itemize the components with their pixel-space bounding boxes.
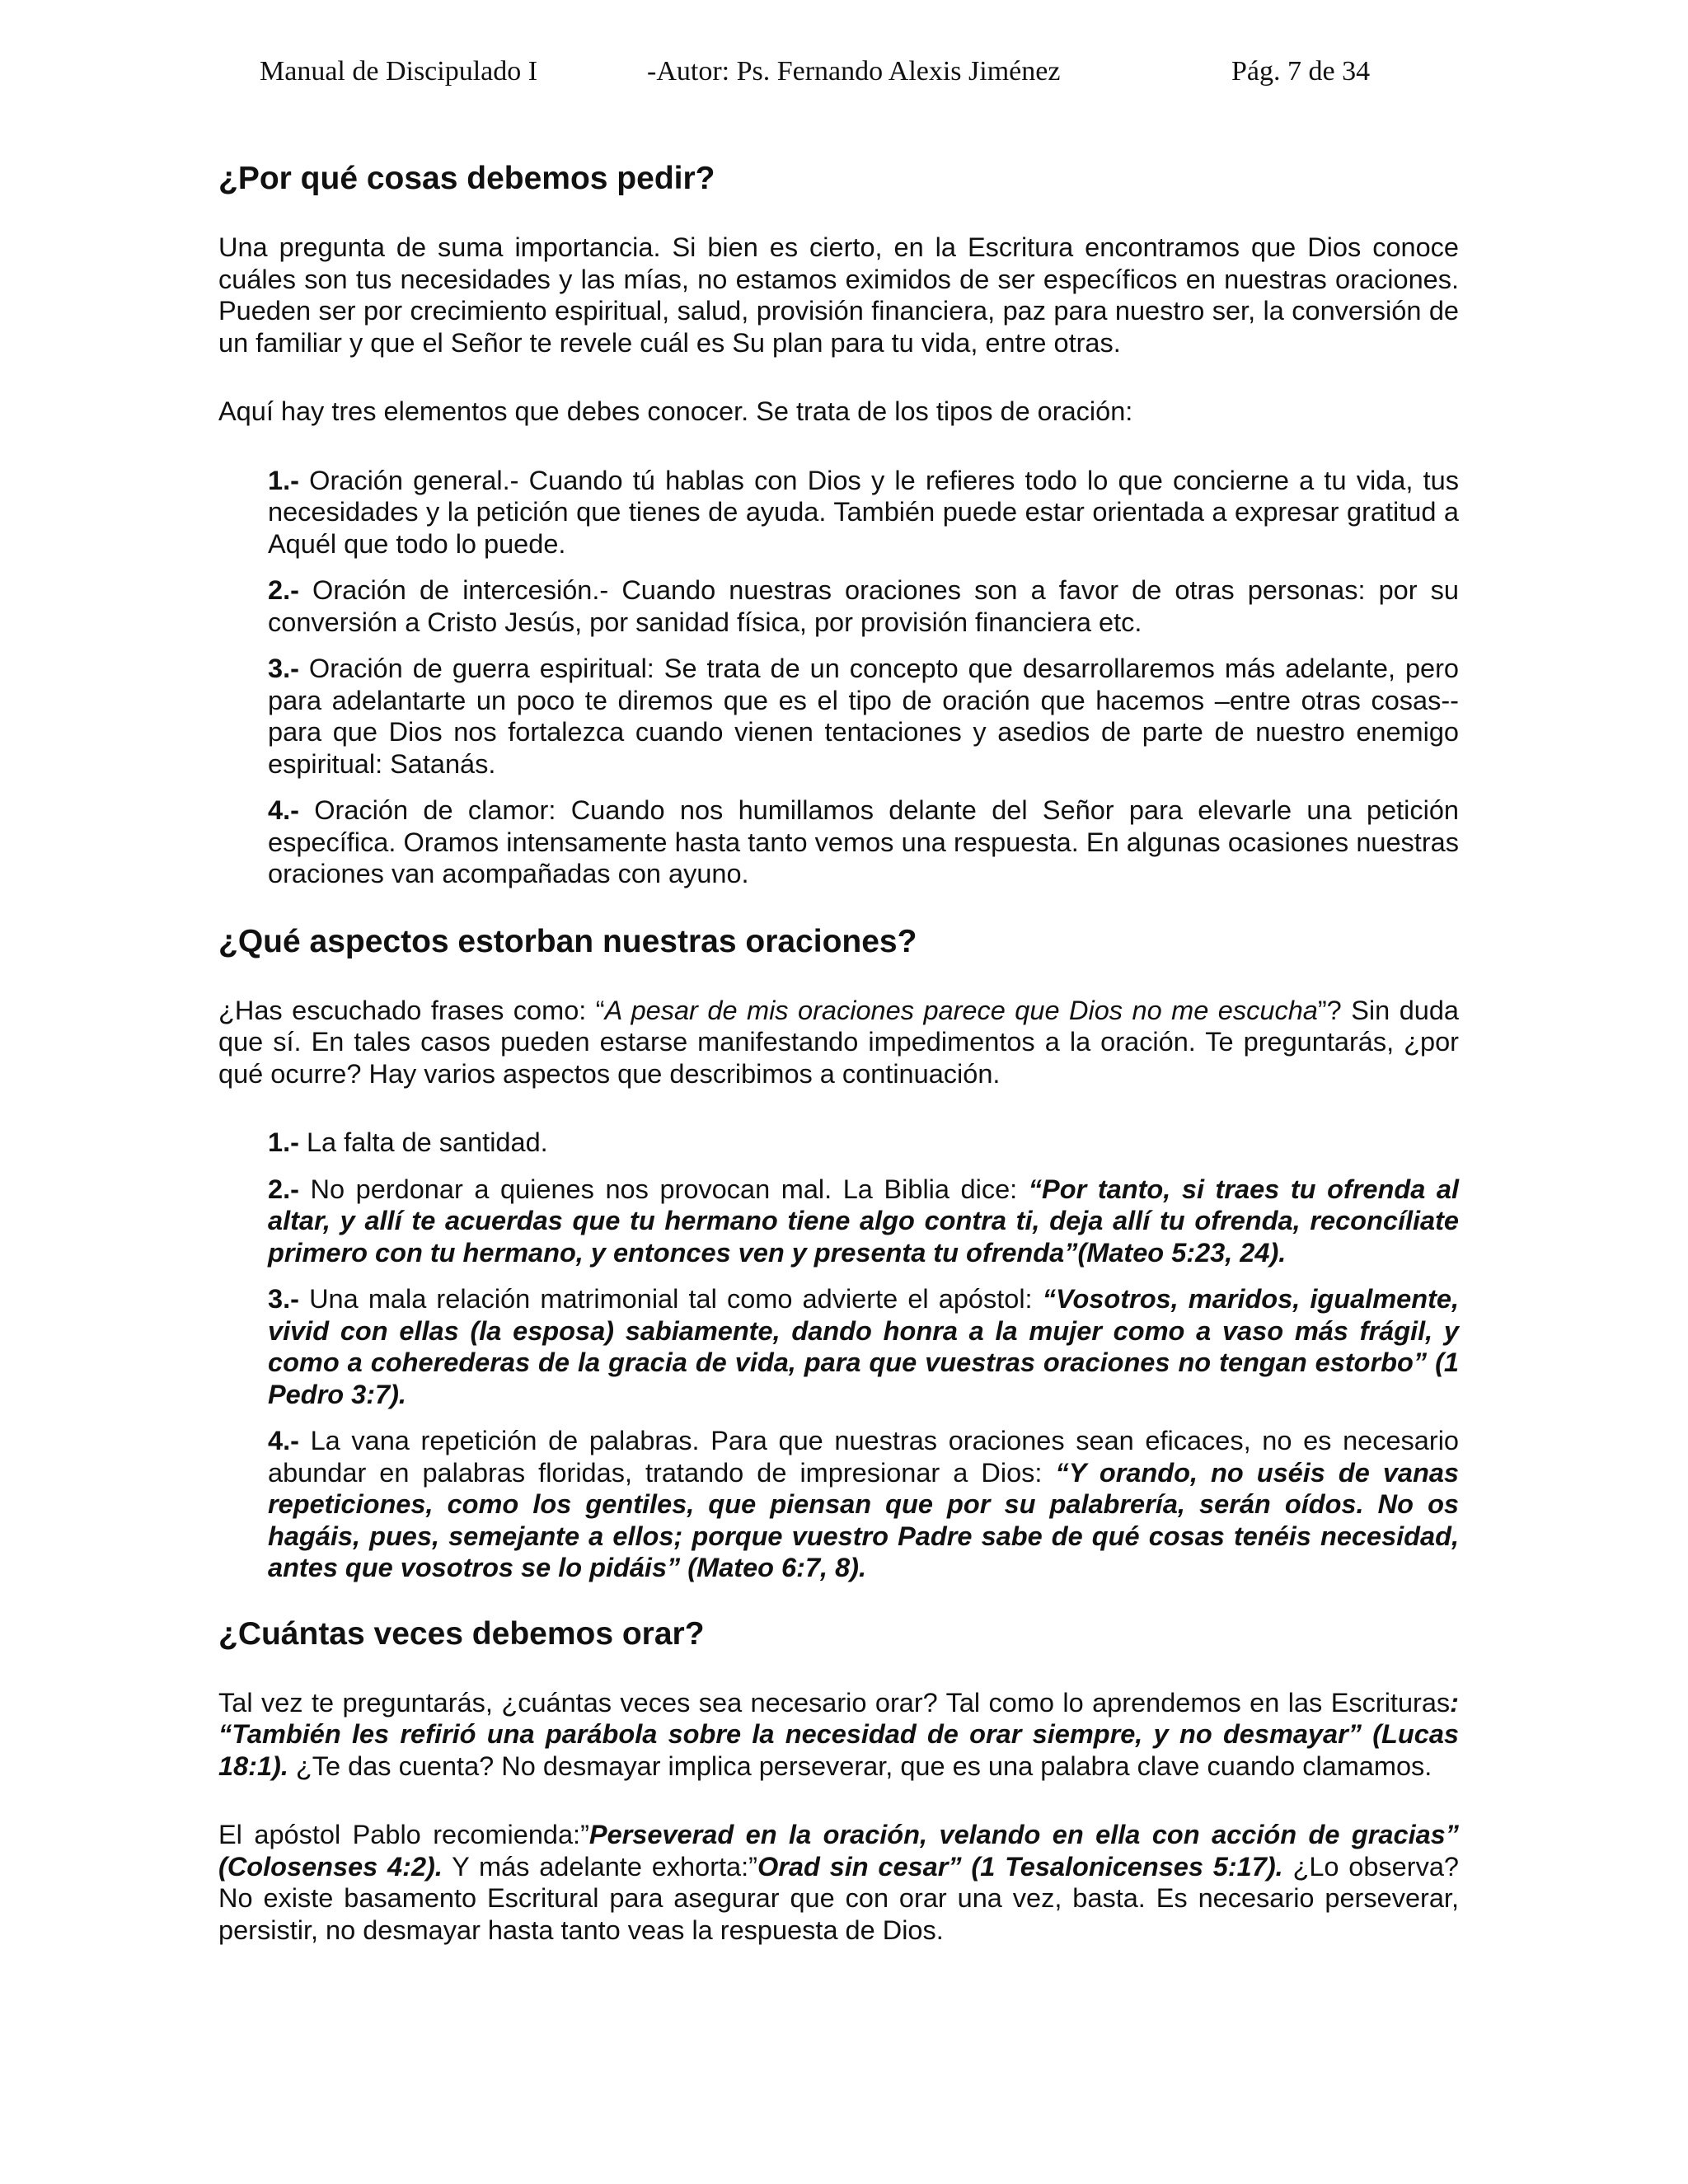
list-item: [268, 1174, 1459, 1269]
paragraph: [218, 1819, 1459, 1946]
list-item: [268, 465, 1459, 560]
section-heading-estorbos: ¿Qué aspectos estorban nuestras oraciones?: [218, 923, 917, 959]
text-run: El apóstol Pablo recomienda:”: [218, 1820, 589, 1849]
text-run: ¿Lo observa? No existe basamento Escritural para asegurar que con orar una vez, basta. Es necesario perseverar, persistir, no desmayar hasta tanto veas la respuesta de Dios.: [218, 1851, 1459, 1945]
scripture-quote: “Y orando, no uséis de vanas repeticiones, como los gentiles, que piensan que por su palabrería, serán oídos. No os hagáis, pues, semejante a ellos; porque vuestro Padre sabe de qué cosas tenéis necesidad, antes que vosotros se lo pidáis” (Mateo 6:7, 8).: [268, 1457, 1460, 1582]
header-page-number: Pág. 7 de 34: [1231, 56, 1371, 87]
page-header: [0, 56, 1688, 97]
text-run: ”? Sin duda que sí. En tales casos pueden estarse manifestando impedimentos a la oración. Te preguntarás, ¿por qué ocurre? Hay varios aspectos que describimos a continuación.: [218, 995, 1459, 1089]
text-run: Y más adelante exhorta:”: [442, 1851, 757, 1882]
paragraph: Una pregunta de suma importancia. Si bien es cierto, en la Escritura encontramos que Dios conoce cuáles son tus necesidades y las mías, no estamos eximidos de ser específicos en nuestras oraciones. Pueden ser por crecimiento espiritual, salud, provisión financiera, paz para nuestro ser, la conversión de un familiar y que el Señor te revele cuál es Su plan para tu vida, entre otras.: [218, 232, 1459, 358]
scripture-quote: “Vosotros, maridos, igualmente, vivid con ellas (la esposa) sabiamente, dando honra a la mujer como a vaso más frágil, y como a coherederas de la gracia de vida, para que vuestras oraciones no tengan estorbo” (1 Pedro 3:7).: [268, 1284, 1459, 1409]
italic-quote: A pesar de mis oraciones parece que Dios no me escucha: [604, 995, 1318, 1025]
list-item: [268, 794, 1459, 890]
item-number: 1.-: [268, 1127, 299, 1157]
list-item: [268, 1127, 1459, 1159]
text-run: ¿Te das cuenta? No desmayar implica perseverar, que es una palabra clave cuando clamamos.: [288, 1750, 1432, 1781]
item-text: La vana repetición de palabras. Para que nuestras oraciones sean eficaces, no es necesario abundar en palabras floridas, tratando de impresionar a Dios:: [268, 1426, 1459, 1488]
list-item: [268, 574, 1459, 638]
item-text: Oración general.- Cuando tú hablas con Dios y le refieres todo lo que concierne a tu vida, tus necesidades y la petición que tienes de ayuda. También puede estar orientada a expresar gratitud a Aquél que todo lo puede.: [268, 465, 1459, 559]
item-number: 3.-: [268, 1284, 299, 1314]
item-text: Oración de guerra espiritual: Se trata de un concepto que desarrollaremos más adelante, pero para adelantarte un poco te diremos que es el tipo de oración que hacemos –entre otras cosas-- para que Dios nos fortalezca cuando vienen tentaciones y asedios de parte de nuestro enemigo espiritual: Satanás.: [268, 654, 1459, 779]
list-item: [268, 1425, 1459, 1584]
paragraph: [218, 1687, 1459, 1783]
scripture-quote: “Por tanto, si traes tu ofrenda al altar, y allí te acuerdas que tu hermano tiene algo contra ti, deja allí tu ofrenda, reconcíliate primero con tu hermano, y entonces ven y presenta tu ofrenda”(Mateo 5:23, 24).: [268, 1174, 1459, 1268]
text-run: ¿Has escuchado frases como: “: [218, 995, 605, 1025]
section-heading-que-pedir: ¿Por qué cosas debemos pedir?: [218, 161, 715, 196]
scripture-quote: Orad sin cesar” (1 Tesalonicenses 5:17).: [757, 1851, 1283, 1882]
item-number: 4.-: [268, 795, 299, 825]
item-number: 1.-: [268, 465, 299, 495]
paragraph: [218, 995, 1459, 1090]
item-number: 4.-: [268, 1426, 299, 1455]
paragraph: Aquí hay tres elementos que debes conocer. Se trata de los tipos de oración:: [218, 396, 1133, 426]
text-run: Tal vez te preguntarás, ¿cuántas veces sea necesario orar? Tal como lo aprendemos en las Escrituras: [218, 1687, 1451, 1718]
item-text: La falta de santidad.: [298, 1127, 548, 1157]
page-content: [218, 157, 1459, 1946]
item-number: 2.-: [268, 1174, 299, 1204]
hindrances-list: [218, 1127, 1459, 1584]
item-text: Una mala relación matrimonial tal como advierte el apóstol:: [298, 1284, 1043, 1314]
prayer-types-list: [218, 465, 1459, 890]
scripture-quote: : “También les refirió una parábola sobre la necesidad de orar siempre, y no desmayar” (Lucas 18:1).: [218, 1687, 1459, 1781]
header-manual-title: Manual de Discipulado I: [260, 56, 538, 87]
header-author: -Autor: Ps. Fernando Alexis Jiménez: [647, 56, 1061, 87]
list-item: [268, 1283, 1459, 1410]
item-text: Oración de clamor: Cuando nos humillamos delante del Señor para elevarle una petición específica. Oramos intensamente hasta tanto vemos una respuesta. En algunas ocasiones nuestras oraciones van acompañadas con ayuno.: [268, 795, 1459, 888]
list-item: [268, 653, 1459, 780]
item-text: No perdonar a quienes nos provocan mal. La Biblia dice:: [298, 1174, 1029, 1204]
item-number: 2.-: [268, 575, 299, 605]
item-number: 3.-: [268, 654, 299, 683]
scripture-quote: Perseverad en la oración, velando en ella con acción de gracias” (Colosenses 4:2).: [218, 1820, 1460, 1882]
section-heading-cuantas-veces: ¿Cuántas veces debemos orar?: [218, 1615, 705, 1652]
item-text: Oración de intercesión.- Cuando nuestras oraciones son a favor de otras personas: por su conversión a Cristo Jesús, por sanidad física, por provisión financiera etc.: [268, 575, 1459, 637]
